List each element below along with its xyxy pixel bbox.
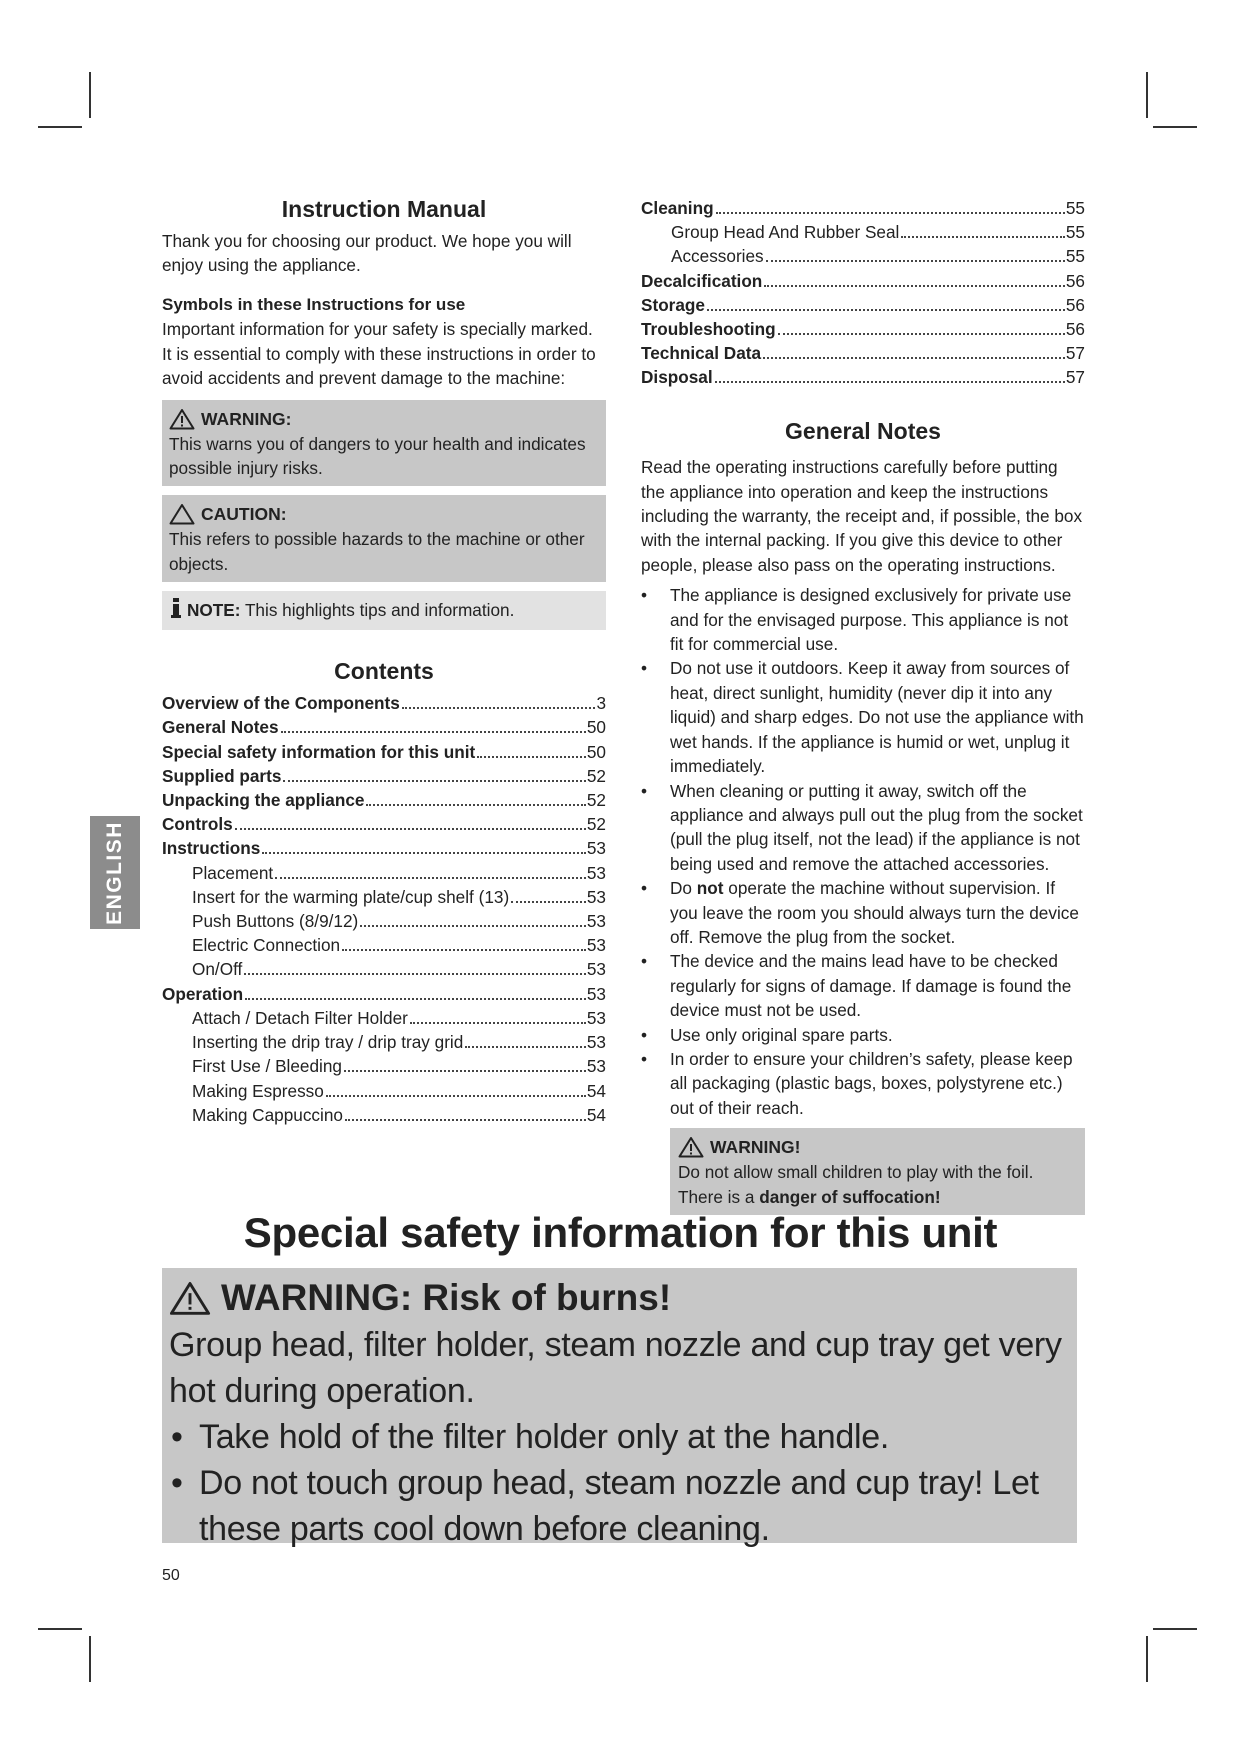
note-label: NOTE: <box>187 600 241 621</box>
caution-box-title <box>169 501 598 527</box>
toc-entry[interactable]: Attach / Detach Filter Holder 53 <box>192 1007 606 1028</box>
note-line <box>170 598 598 622</box>
instruction-manual-heading: Instruction Manual <box>281 196 487 222</box>
burn-warning-text: Group head, filter holder, steam nozzle and cup tray get very hot during operation. <box>169 1326 1062 1410</box>
suffocation-warning-box <box>670 1128 1085 1215</box>
toc-entry[interactable]: Electric Connection 53 <box>192 935 606 956</box>
list-item: • When cleaning or putting it away, switch off the appliance and always pull out the plug from the socket (pull the plug itself, not the lead) if the appliance is not being used and remove the attached accessories. <box>641 779 1085 877</box>
warning-triangle-icon <box>169 1280 211 1316</box>
warning-triangle-icon <box>169 408 195 430</box>
toc-entry[interactable]: Group Head And Rubber Seal 55 <box>671 222 1085 243</box>
toc-entry[interactable]: General Notes 50 <box>162 717 606 738</box>
crop-mark <box>89 72 91 118</box>
note-box <box>162 591 606 629</box>
note-text: This highlights tips and information. <box>244 600 515 621</box>
toc-entry[interactable]: Unpacking the appliance 52 <box>162 790 606 811</box>
toc-entry[interactable]: Insert for the warming plate/cup shelf (13) 53 <box>192 886 606 907</box>
toc-entry[interactable]: Operation 53 <box>162 983 606 1004</box>
list-item: • Do not operate the machine without supervision. If you leave the room you should always turn the device off. Remove the plug from the socket. <box>641 876 1085 949</box>
language-tab <box>90 816 140 929</box>
toc-entry[interactable]: Technical Data 57 <box>641 343 1085 364</box>
left-column <box>162 196 606 1127</box>
toc-entry[interactable]: On/Off 53 <box>192 959 606 980</box>
symbols-heading: Symbols in these Instructions for use <box>162 295 466 315</box>
toc-entry[interactable]: Storage 56 <box>641 294 1085 315</box>
caution-box <box>162 495 606 582</box>
toc-entry[interactable]: Disposal 57 <box>641 367 1085 388</box>
intro-text: Thank you for choosing our product. We hope you will enjoy using the appliance. <box>162 230 572 275</box>
warning-text: This warns you of dangers to your health and indicates possible injury risks. <box>169 433 586 479</box>
list-item: • In order to ensure your children’s safety, please keep all packaging (plastic bags, boxes, polystyrene etc.) out of their reach. <box>641 1047 1085 1120</box>
warning-triangle-icon <box>678 1136 704 1158</box>
burn-warning-title <box>169 1274 1069 1322</box>
list-item: • The device and the mains lead have to be checked regularly for signs of damage. If damage is found the device must not be used. <box>641 949 1085 1022</box>
list-item: • Use only original spare parts. <box>641 1023 1085 1047</box>
general-notes-list <box>641 583 1085 1120</box>
toc-entry[interactable]: Decalcification 56 <box>641 270 1085 291</box>
caution-label: CAUTION: <box>201 504 287 525</box>
info-icon <box>170 598 182 619</box>
toc-entry[interactable]: Troubleshooting 56 <box>641 319 1085 340</box>
contents-list-continued <box>641 196 1085 390</box>
language-tab-label: ENGLISH <box>103 820 126 925</box>
toc-entry[interactable]: Overview of the Components 3 <box>162 693 606 714</box>
toc-entry[interactable]: Push Buttons (8/9/12) 53 <box>192 911 606 932</box>
toc-entry[interactable]: Accessories 55 <box>671 246 1085 267</box>
general-notes-intro: Read the operating instructions carefully before putting the appliance into operation and keep the instructions including the warranty, the receipt and, if possible, the box with the internal packing. If you give this device to other people, please also pass on the operating instructions. <box>641 457 1083 575</box>
warning-label: WARNING: <box>201 408 292 429</box>
crop-mark <box>1153 1628 1197 1630</box>
list-item: • Take hold of the filter holder only at the handle. <box>169 1414 1069 1460</box>
right-column <box>641 196 1085 1215</box>
suffocation-warning-title <box>678 1134 1081 1160</box>
toc-entry[interactable]: Instructions 53 <box>162 838 606 859</box>
crop-mark <box>1146 72 1148 118</box>
crop-mark <box>38 1628 82 1630</box>
page-number: 50 <box>162 1567 180 1584</box>
caution-triangle-icon <box>169 503 195 525</box>
warning-box <box>162 400 606 487</box>
warning-box-title <box>169 406 598 432</box>
symbols-text: Important information for your safety is specially marked. It is essential to comply with these instructions in order to avoid accidents and prevent damage to the machine: <box>162 319 596 389</box>
contents-list <box>162 691 606 1127</box>
toc-entry[interactable]: Cleaning 55 <box>641 198 1085 218</box>
toc-entry[interactable]: First Use / Bleeding 53 <box>192 1056 606 1077</box>
toc-entry[interactable]: Making Cappuccino 54 <box>192 1104 606 1125</box>
toc-entry[interactable]: Inserting the drip tray / drip tray grid 53 <box>192 1032 606 1053</box>
toc-entry[interactable]: Special safety information for this unit 50 <box>162 741 606 762</box>
toc-entry[interactable]: Placement 53 <box>192 862 606 883</box>
burn-warning-box <box>162 1268 1077 1548</box>
crop-mark <box>1146 1636 1148 1682</box>
toc-entry[interactable]: Controls 52 <box>162 814 606 835</box>
toc-entry[interactable]: Supplied parts 52 <box>162 765 606 786</box>
special-safety-heading: Special safety information for this unit <box>243 1209 998 1256</box>
list-item: • The appliance is designed exclusively for private use and for the envisaged purpose. This appliance is not fit for commercial use. <box>641 583 1085 656</box>
general-notes-heading: General Notes <box>785 417 941 444</box>
list-item: • Do not touch group head, steam nozzle and cup tray! Let these parts cool down before cleaning. <box>169 1460 1069 1552</box>
crop-mark <box>1153 126 1197 128</box>
crop-mark <box>89 1636 91 1682</box>
suffocation-warning-text: Do not allow small children to play with the foil. There is a danger of suffocation! <box>678 1162 1034 1207</box>
burn-warning-list <box>169 1414 1069 1552</box>
list-item: • Do not use it outdoors. Keep it away from sources of heat, direct sunlight, humidity (never dip it into any liquid) and sharp edges. Do not use the appliance with wet hands. If the appliance is humid or wet, unplug it immediately. <box>641 656 1085 778</box>
crop-mark <box>38 126 82 128</box>
burn-warning-label: WARNING: Risk of burns! <box>221 1277 672 1318</box>
contents-heading: Contents <box>334 657 434 684</box>
caution-text: This refers to possible hazards to the machine or other objects. <box>169 529 585 574</box>
toc-entry[interactable]: Making Espresso 54 <box>192 1080 606 1101</box>
suffocation-warning-label: WARNING! <box>710 1137 801 1158</box>
